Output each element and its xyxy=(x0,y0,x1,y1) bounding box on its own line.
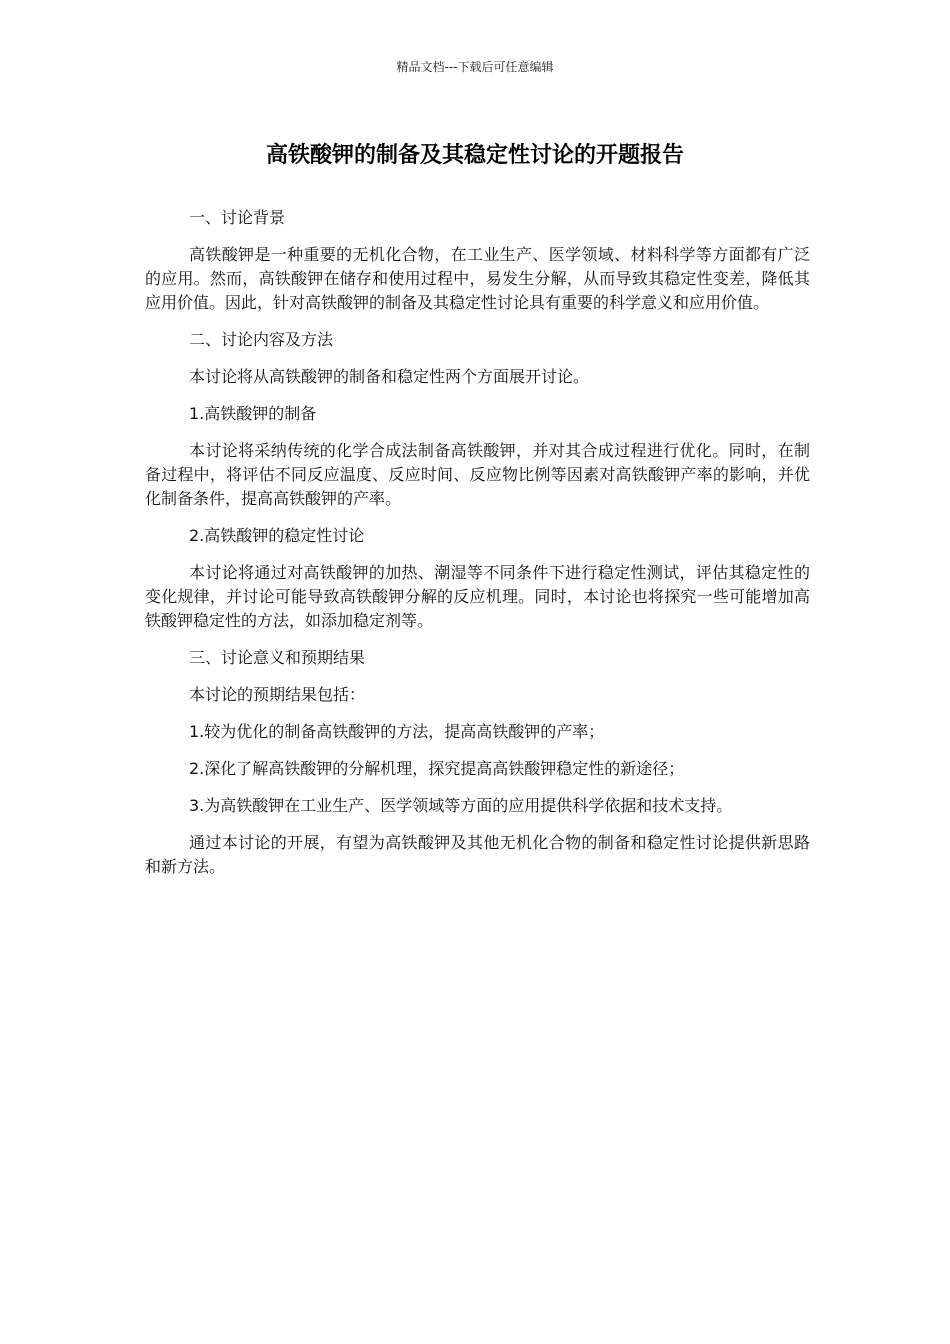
document-body xyxy=(145,206,810,892)
list-item-result-3: 3.为高铁酸钾在工业生产、医学领域等方面的应用提供科学依据和技术支持。 xyxy=(189,796,733,815)
section-heading-significance: 三、讨论意义和预期结果 xyxy=(189,648,366,667)
list-item-result-1: 1.较为优化的制备高铁酸钾的方法，提高高铁酸钾的产率； xyxy=(189,722,605,741)
paragraph-stability: 本讨论将通过对高铁酸钾的加热、潮湿等不同条件下进行稳定性测试，评估其稳定性的变化规律，并讨论可能导致高铁酸钾分解的反应机理。同时，本讨论也将探究一些可能增加高铁酸钾稳定性的方法，如添加稳定剂等。 xyxy=(145,563,810,630)
list-item-result-2: 2.深化了解高铁酸钾的分解机理，探究提高高铁酸钾稳定性的新途径； xyxy=(189,759,685,778)
document-title: 高铁酸钾的制备及其稳定性讨论的开题报告 xyxy=(265,143,684,168)
page-header: 精品文档---下载后可任意编辑 xyxy=(396,60,554,74)
paragraph-conclusion: 通过本讨论的开展，有望为高铁酸钾及其他无机化合物的制备和稳定性讨论提供新思路和新方法。 xyxy=(145,833,810,876)
subheading-stability: 2.高铁酸钾的稳定性讨论 xyxy=(189,526,365,545)
paragraph-content-intro: 本讨论将从高铁酸钾的制备和稳定性两个方面展开讨论。 xyxy=(189,367,590,386)
section-heading-content-methods: 二、讨论内容及方法 xyxy=(189,330,334,349)
paragraph-background: 高铁酸钾是一种重要的无机化合物，在工业生产、医学领域、材料科学等方面都有广泛的应用。然而，高铁酸钾在储存和使用过程中，易发生分解，从而导致其稳定性变差，降低其应用价值。因此，针对高铁酸钾的制备及其稳定性讨论具有重要的科学意义和应用价值。 xyxy=(145,245,810,312)
section-heading-background: 一、讨论背景 xyxy=(189,208,286,227)
subheading-preparation: 1.高铁酸钾的制备 xyxy=(189,404,317,423)
paragraph-preparation: 本讨论将采纳传统的化学合成法制备高铁酸钾，并对其合成过程进行优化。同时，在制备过程中，将评估不同反应温度、反应时间、反应物比例等因素对高铁酸钾产率的影响，并优化制备条件，提高高铁酸钾的产率。 xyxy=(145,441,810,508)
paragraph-expected-intro: 本讨论的预期结果包括： xyxy=(189,685,366,704)
